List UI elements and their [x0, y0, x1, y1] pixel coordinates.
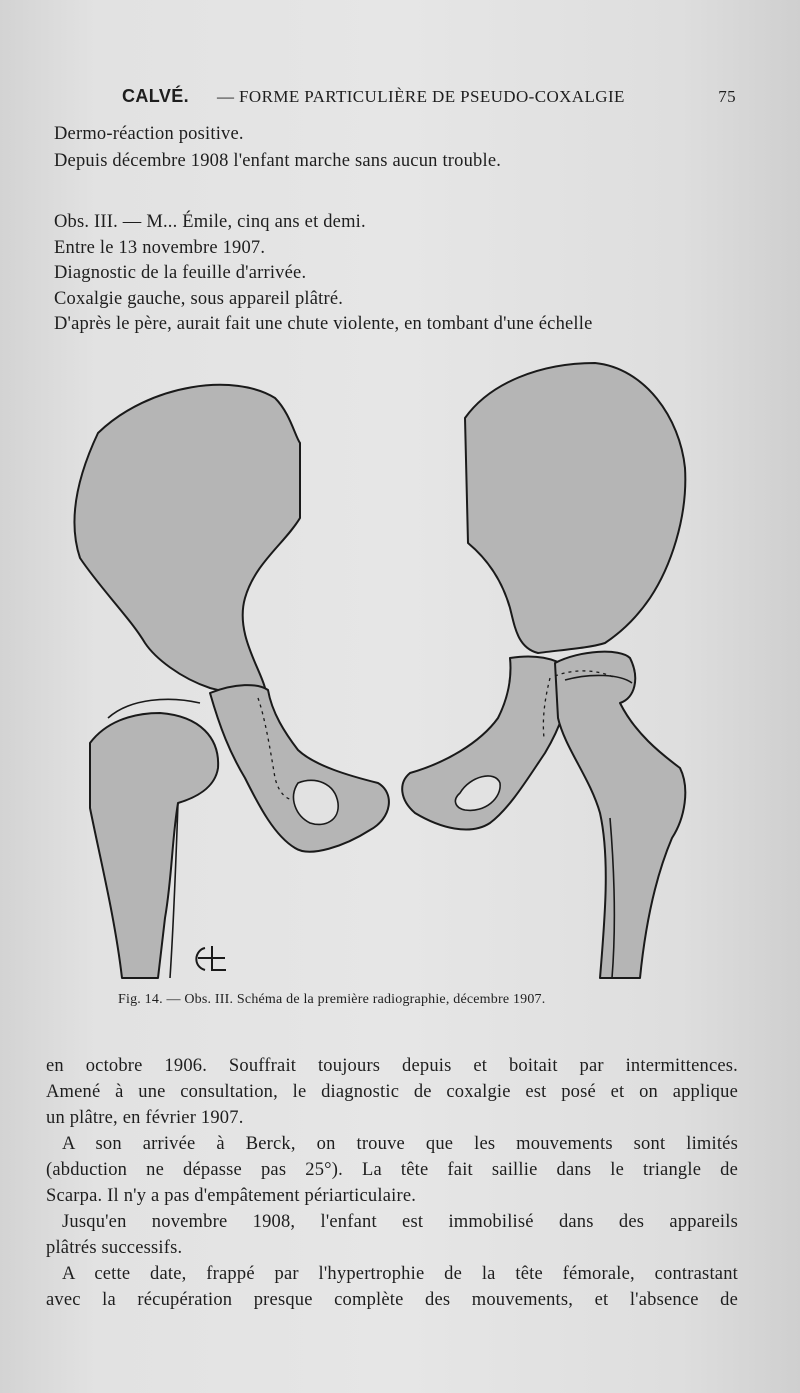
right-femur-shape	[555, 652, 685, 978]
page-number: 75	[718, 87, 736, 106]
text-line: plâtrés successifs.	[46, 1238, 183, 1258]
text-line: Depuis décembre 1908 l'enfant marche sans aucun trouble.	[54, 151, 502, 171]
left-ilium-shape	[74, 385, 300, 694]
text-line: Jusqu'en novembre 1908, l'enfant est immobilisé dans des appareils	[62, 1212, 738, 1232]
text-line: Dermo-réaction positive.	[54, 124, 244, 144]
header-title: — FORME PARTICULIÈRE DE PSEUDO-COXALGIE	[217, 87, 625, 106]
running-header	[122, 86, 736, 110]
text-line: (abduction ne dépasse pas 25°). La tête fait saillie dans le triangle de	[46, 1160, 738, 1180]
text-line: D'après le père, aurait fait une chute violente, en tombant d'une échelle	[54, 314, 593, 334]
text-line: un plâtre, en février 1907.	[46, 1108, 244, 1128]
hip-bones-drawing	[60, 358, 760, 988]
header-author: CALVÉ.	[122, 86, 190, 106]
text-line: A son arrivée à Berck, on trouve que les mouvements sont limités	[62, 1134, 738, 1154]
text-line: Coxalgie gauche, sous appareil plâtré.	[54, 289, 344, 309]
text-line: Entre le 13 novembre 1907.	[54, 238, 266, 258]
left-femur-shape	[90, 713, 218, 978]
text-line: Scarpa. Il n'y a pas d'empâtement périarticulaire.	[46, 1186, 417, 1206]
illustrator-monogram	[196, 946, 226, 970]
radiograph-schema-figure	[60, 358, 760, 988]
left-pubis-shape	[210, 685, 389, 852]
observation-heading: Obs. III. — M... Émile, cinq ans et demi.	[54, 212, 366, 232]
text-line: avec la récupération presque complète des mouvements, et l'absence de	[46, 1290, 738, 1310]
text-line: A cette date, frappé par l'hypertrophie de la tête fémorale, contrastant	[62, 1264, 738, 1284]
text-line: en octobre 1906. Souffrait toujours depuis et boitait par intermittences.	[46, 1056, 738, 1076]
text-line: Diagnostic de la feuille d'arrivée.	[54, 263, 307, 283]
text-line: Amené à une consultation, le diagnostic de coxalgie est posé et on applique	[46, 1082, 738, 1102]
right-ilium-shape	[465, 363, 685, 653]
figure-caption: Fig. 14. — Obs. III. Schéma de la première radiographie, décembre 1907.	[118, 992, 546, 1007]
